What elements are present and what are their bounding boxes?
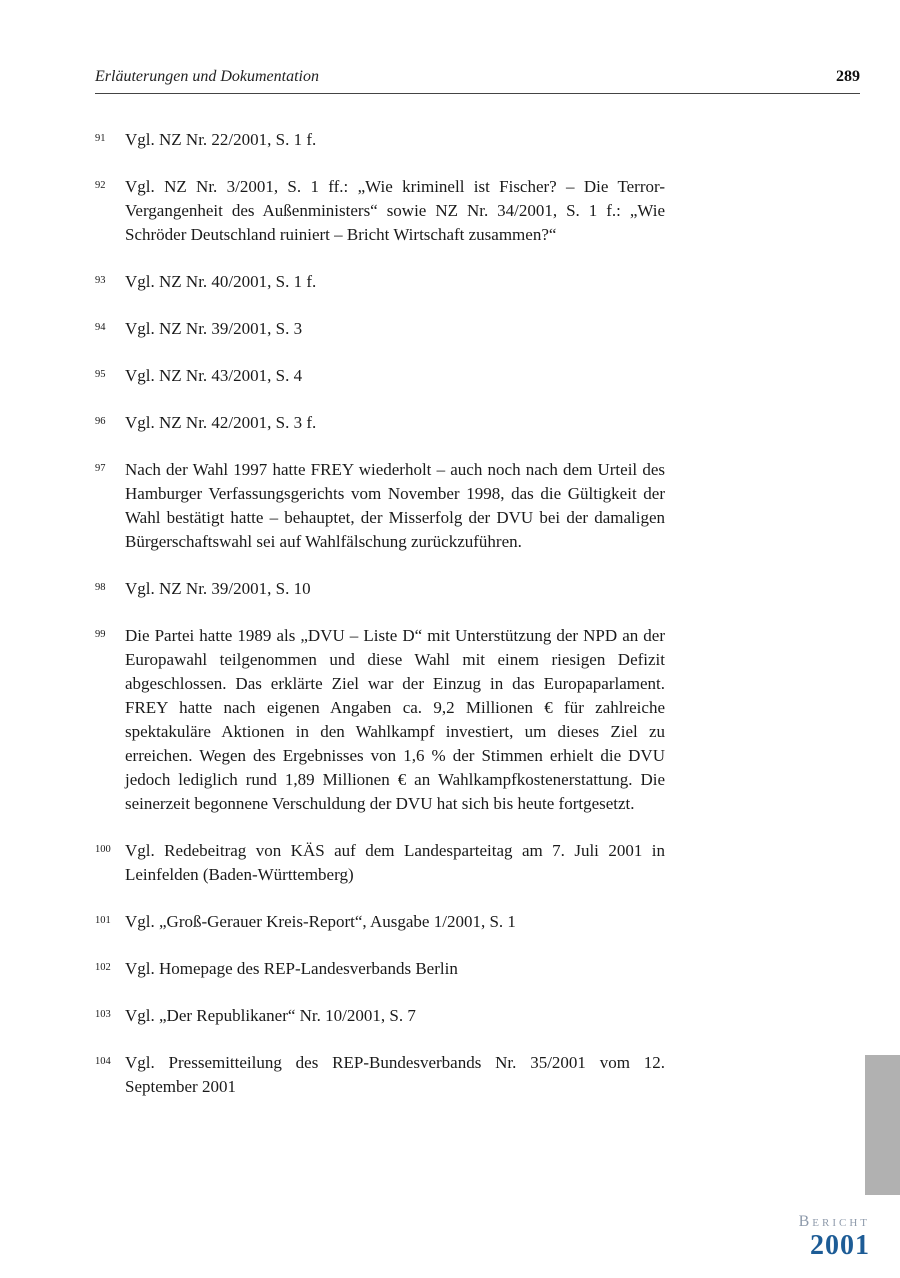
footnote-text: Vgl. NZ Nr. 39/2001, S. 10	[125, 579, 311, 598]
footnote-number: 101	[95, 915, 111, 926]
footnote-item	[95, 175, 665, 247]
footnote-number: 100	[95, 844, 111, 855]
footnote-item	[95, 458, 665, 554]
footnote-number: 102	[95, 962, 111, 973]
footnote-number: 92	[95, 180, 106, 191]
footnote-text: Vgl. NZ Nr. 39/2001, S. 3	[125, 319, 303, 338]
footnote-text: Vgl. „Groß-Gerauer Kreis-Report“, Ausgabe 1/2001, S. 1	[125, 912, 516, 931]
footnote-item	[95, 317, 665, 341]
page-header	[95, 68, 860, 94]
page-header-title: Erläuterungen und Dokumentation	[95, 68, 319, 85]
footnote-item	[95, 910, 665, 934]
footnote-item	[95, 1051, 665, 1099]
footnote-text: Vgl. NZ Nr. 3/2001, S. 1 ff.: „Wie kriminell ist Fischer? – Die Terror-Vergangenheit des Außenministers“ sowie NZ Nr. 34/2001, S. 1 f.: „Wie Schröder Deutschland ruiniert – Bricht Wirtschaft zusammen?“	[125, 177, 665, 244]
footnote-number: 103	[95, 1009, 111, 1020]
page-edge-tab	[865, 1055, 900, 1195]
footnote-text: Vgl. Redebeitrag von KÄS auf dem Landesparteitag am 7. Juli 2001 in Leinfelden (Baden-Württemberg)	[125, 841, 665, 884]
footnote-item	[95, 624, 665, 816]
footnote-text: Vgl. NZ Nr. 43/2001, S. 4	[125, 366, 303, 385]
footnote-number: 94	[95, 322, 106, 333]
footnote-number: 93	[95, 275, 106, 286]
footnote-text: Vgl. Pressemitteilung des REP-Bundesverbands Nr. 35/2001 vom 12. September 2001	[125, 1053, 665, 1096]
footnote-item	[95, 839, 665, 887]
footnote-number: 98	[95, 582, 106, 593]
report-logo-text: Bericht	[798, 1213, 870, 1230]
footnote-number: 91	[95, 133, 106, 144]
footnote-number: 96	[95, 416, 106, 427]
footnote-text: Vgl. NZ Nr. 42/2001, S. 3 f.	[125, 413, 317, 432]
footnote-text: Die Partei hatte 1989 als „DVU – Liste D“ mit Unterstützung der NPD an der Europawahl teilgenommen und diese Wahl mit einem riesigen Defizit abgeschlossen. Das erklärte Ziel war der Einzug in das Europaparlament. FREY hatte nach eigenen Angaben ca. 9,2 Millionen € für zahlreiche spektakuläre Aktionen in den Wahlkampf investiert, um dieses Ziel zu erreichen. Wegen des Ergebnisses von 1,6 % der Stimmen erhielt die DVU jedoch lediglich rund 1,89 Millionen € an Wahlkampfkostenerstattung. Die seinerzeit begonnene Verschuldung der DVU hat sich bis heute fortgesetzt.	[125, 626, 665, 813]
footnote-text: Vgl. NZ Nr. 22/2001, S. 1 f.	[125, 130, 317, 149]
footnote-item	[95, 128, 665, 152]
footnote-number: 99	[95, 629, 106, 640]
footnote-text: Nach der Wahl 1997 hatte FREY wiederholt – auch noch nach dem Urteil des Hamburger Verfassungsgerichts vom November 1998, das die Gültigkeit der Wahl bestätigt hatte – behauptet, der Misserfolg der DVU bei der damaligen Bürgerschaftswahl sei auf Wahlfälschung zurückzuführen.	[125, 460, 665, 551]
footnote-item	[95, 411, 665, 435]
report-logo-year: 2001	[810, 1230, 870, 1261]
footnote-number: 104	[95, 1056, 111, 1067]
footnote-item	[95, 1004, 665, 1028]
footnote-item	[95, 577, 665, 601]
footnote-number: 95	[95, 369, 106, 380]
footnote-text: Vgl. NZ Nr. 40/2001, S. 1 f.	[125, 272, 317, 291]
report-logo	[799, 1214, 870, 1260]
footnote-item	[95, 364, 665, 388]
footnote-item	[95, 270, 665, 294]
footnotes-list	[95, 128, 665, 1122]
page-number: 289	[836, 68, 860, 85]
footnote-text: Vgl. „Der Republikaner“ Nr. 10/2001, S. 7	[125, 1006, 416, 1025]
footnote-number: 97	[95, 463, 106, 474]
footnote-item	[95, 957, 665, 981]
footnote-text: Vgl. Homepage des REP-Landesverbands Berlin	[125, 959, 458, 978]
